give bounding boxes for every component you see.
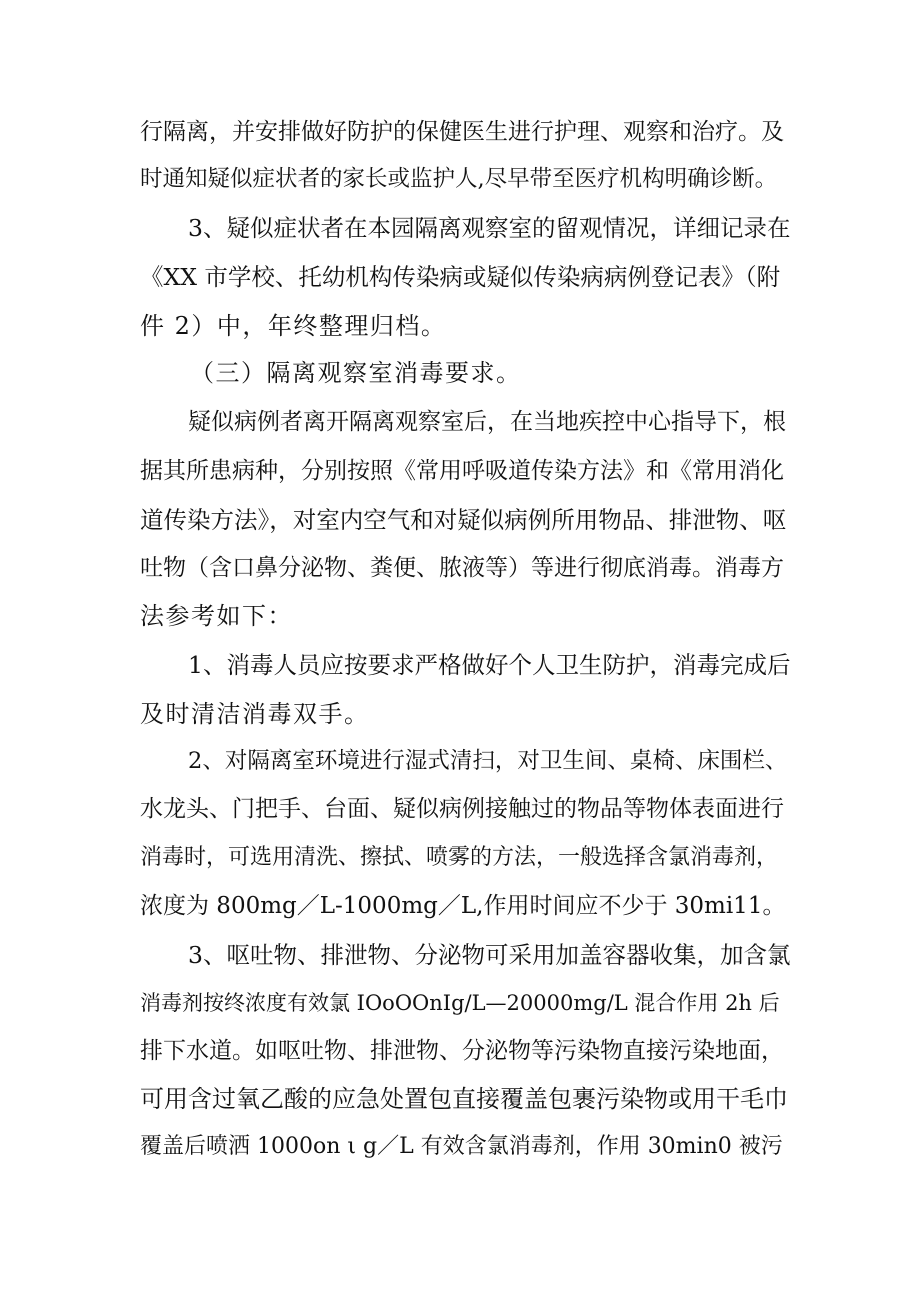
text-line: 可用含过氧乙酸的应急处置包直接覆盖包裹污染物或用干毛巾: [140, 1085, 788, 1113]
text-line: 《XX 市学校、托幼机构传染病或疑似传染病病例登记表》（附: [140, 263, 781, 291]
text-line: 件 2）中，年终整理归档。: [140, 312, 447, 340]
text-line: 消毒剂按终浓度有效氯 IOoOOnIg/L—20000mg/L 混合作用 2h 后: [140, 991, 780, 1015]
text-line: 3、疑似症状者在本园隔离观察室的留观情况，详细记录在: [188, 214, 791, 242]
text-line: 时通知疑似症状者的家长或监护人,尽早带至医疗机构明确诊断。: [140, 166, 778, 192]
text-line: 法参考如下：: [140, 602, 293, 630]
text-line: 据其所患病种，分别按照《常用呼吸道传染方法》和《常用消化: [140, 458, 784, 484]
text-line: 行隔离，并安排做好防护的保健医生进行护理、观察和治疗。及: [140, 119, 784, 145]
text-line: 3、呕吐物、排泄物、分泌物可采用加盖容器收集，加含氯: [188, 941, 791, 969]
text-line: 浓度为 800mg／L-1000mg／L,作用时间应不少于 30mi11。: [140, 893, 786, 919]
text-line: 消毒时，可选用清洗、擦拭、喷雾的方法，一般选择含氯消毒剂，: [140, 845, 779, 870]
text-line: 道传染方法》，对室内空气和对疑似病例所用物品、排泄物、呕: [140, 506, 787, 534]
text-line: 2、对隔离室环境进行湿式清扫，对卫生间、桌椅、床围栏、: [188, 748, 788, 774]
text-line: 疑似病例者离开隔离观察室后，在当地疾控中心指导下，根: [188, 409, 786, 435]
text-line: 水龙头、门把手、台面、疑似病例接触过的物品等物体表面进行: [140, 796, 784, 822]
text-line: 覆盖后喷洒 1000on ι g／L 有效含氯消毒剂，作用 30min0 被污: [140, 1134, 783, 1159]
text-line: 排下水道。如呕吐物、排泄物、分泌物等污染物直接污染地面，: [140, 1038, 784, 1064]
text-line: 吐物（含口鼻分泌物、粪便、脓液等）等进行彻底消毒。消毒方: [140, 555, 784, 581]
text-line: 1、消毒人员应按要求严格做好个人卫生防护，消毒完成后: [188, 651, 791, 679]
text-line: 及时清洁消毒双手。: [140, 700, 370, 728]
section-heading: （三）隔离观察室消毒要求。: [190, 359, 522, 387]
